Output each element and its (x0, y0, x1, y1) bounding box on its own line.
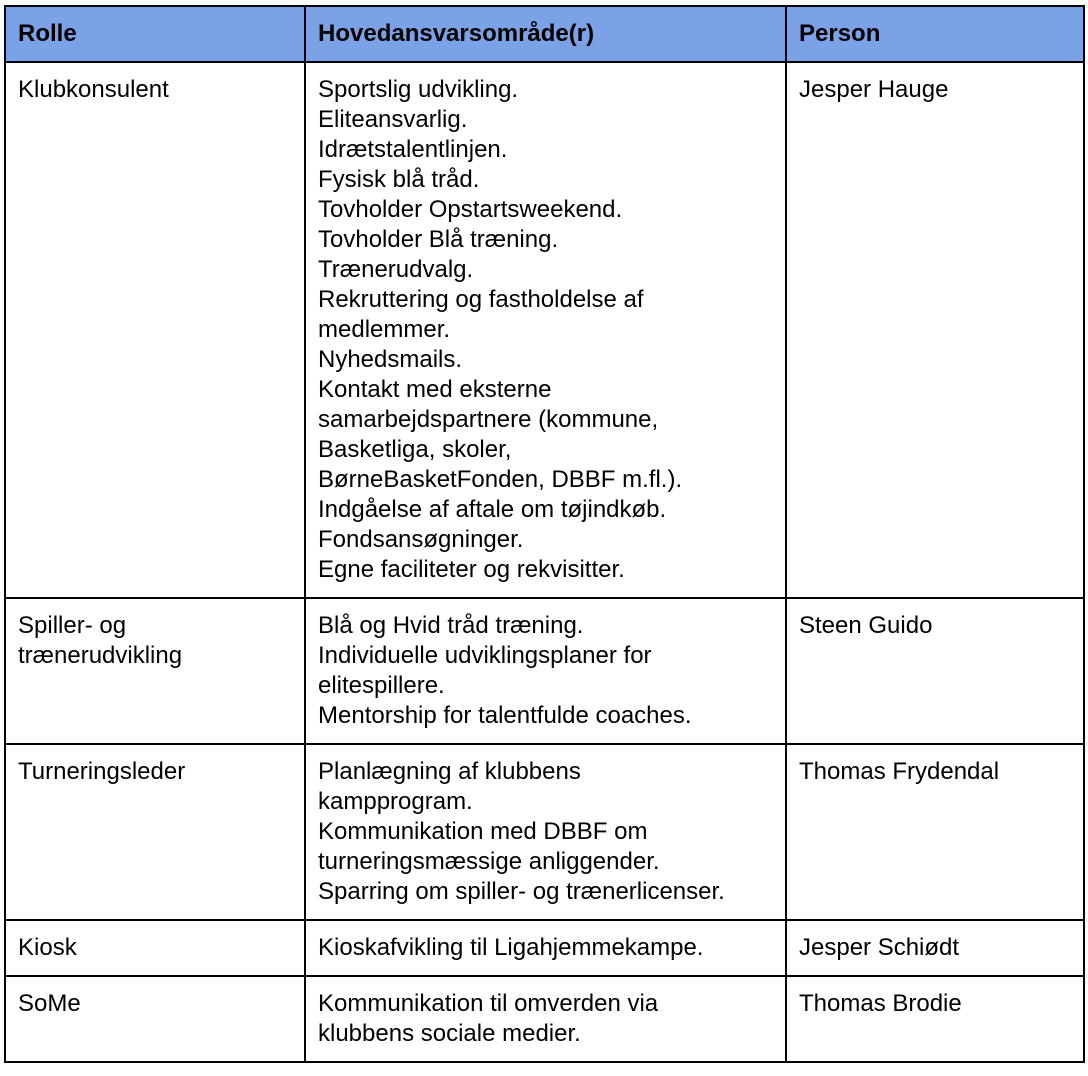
responsibilities-line: samarbejdspartnere (kommune, (318, 406, 659, 433)
table-body (5, 62, 1084, 1062)
responsibilities-line: Rekruttering og fastholdelse af (318, 286, 644, 313)
person-cell (786, 744, 1084, 920)
responsibilities-line: Nyhedsmails. (318, 346, 463, 373)
person-line: Steen Guido (799, 612, 933, 639)
responsibilities-line: Indgåelse af aftale om tøjindkøb. (318, 496, 667, 523)
role-line: Spiller- og (18, 612, 127, 639)
responsibilities-line: Eliteansvarlig. (318, 106, 468, 133)
person-line: Thomas Brodie (799, 990, 962, 1017)
header-role: Rolle (5, 6, 305, 62)
role-line: trænerudvikling (18, 642, 183, 669)
responsibilities-line: medlemmer. (318, 316, 451, 343)
responsibilities-line: Sportslig udvikling. (318, 76, 519, 103)
responsibilities-line: Fysisk blå tråd. (318, 166, 480, 193)
table-row (5, 920, 1084, 976)
responsibilities-line: Tovholder Opstartsweekend. (318, 196, 623, 223)
header-person: Person (786, 6, 1084, 62)
responsibilities-line: Kioskafvikling til Ligahjemmekampe. (318, 934, 704, 961)
responsibilities-cell (305, 920, 786, 976)
responsibilities-line: BørneBasketFonden, DBBF m.fl.). (318, 466, 683, 493)
role-cell (5, 62, 305, 598)
responsibilities-line: Individuelle udviklingsplaner for (318, 642, 652, 669)
role-cell (5, 920, 305, 976)
table-row (5, 62, 1084, 598)
responsibilities-line: Kontakt med eksterne (318, 376, 552, 403)
responsibilities-line: klubbens sociale medier. (318, 1020, 581, 1047)
role-cell (5, 744, 305, 920)
header-responsibilities: Hovedansvarsområde(r) (305, 6, 786, 62)
responsibilities-line: kampprogram. (318, 788, 473, 815)
responsibilities-line: Idrætstalentlinjen. (318, 136, 508, 163)
role-cell (5, 976, 305, 1062)
responsibilities-line: Blå og Hvid tråd træning. (318, 612, 584, 639)
responsibilities-cell (305, 744, 786, 920)
responsibilities-line: elitespillere. (318, 672, 445, 699)
responsibilities-line: Mentorship for talentfulde coaches. (318, 702, 692, 729)
responsibilities-cell (305, 598, 786, 744)
roles-table-container (4, 5, 1085, 1063)
responsibilities-line: Tovholder Blå træning. (318, 226, 559, 253)
table-row (5, 976, 1084, 1062)
responsibilities-line: Fondsansøgninger. (318, 526, 524, 553)
responsibilities-line: Kommunikation til omverden via (318, 990, 659, 1017)
responsibilities-line: Kommunikation med DBBF om (318, 818, 648, 845)
responsibilities-line: Egne faciliteter og rekvisitter. (318, 556, 625, 583)
person-line: Thomas Frydendal (799, 758, 1000, 785)
responsibilities-line: Basketliga, skoler, (318, 436, 512, 463)
table-row (5, 744, 1084, 920)
responsibilities-cell (305, 976, 786, 1062)
person-cell (786, 62, 1084, 598)
person-line: Jesper Schiødt (799, 934, 960, 961)
role-cell (5, 598, 305, 744)
roles-table (4, 5, 1085, 1063)
responsibilities-line: Planlægning af klubbens (318, 758, 581, 785)
role-line: Klubkonsulent (18, 76, 169, 103)
table-row (5, 598, 1084, 744)
role-line: Kiosk (18, 934, 77, 961)
responsibilities-cell (305, 62, 786, 598)
person-cell (786, 598, 1084, 744)
role-line: Turneringsleder (18, 758, 186, 785)
responsibilities-line: turneringsmæssige anliggender. (318, 848, 660, 875)
responsibilities-line: Sparring om spiller- og trænerlicenser. (318, 878, 725, 905)
table-header-row (5, 6, 1084, 62)
person-line: Jesper Hauge (799, 76, 949, 103)
person-cell (786, 920, 1084, 976)
role-line: SoMe (18, 990, 81, 1017)
responsibilities-line: Trænerudvalg. (318, 256, 474, 283)
person-cell (786, 976, 1084, 1062)
